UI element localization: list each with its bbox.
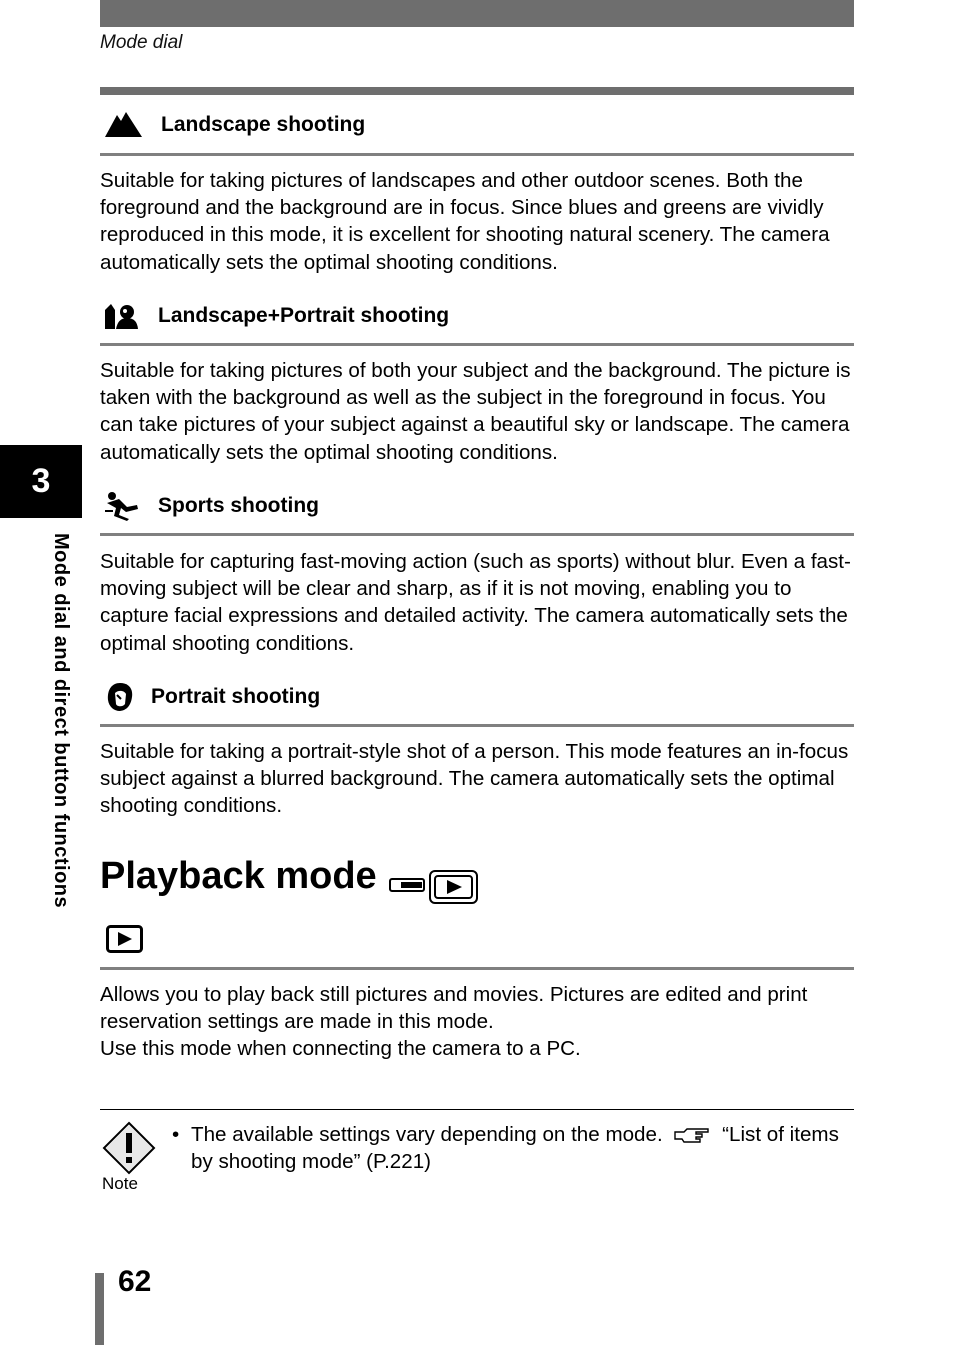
- section-body: Suitable for taking a portrait-style shot of a person. This mode features an in-focus subject against a blurred background. The camera automatically sets the optimal shooting conditions.: [100, 740, 849, 818]
- section-title: Landscape shooting: [161, 113, 366, 136]
- section-title: Sports shooting: [158, 494, 319, 517]
- landscape-mountain-icon: [105, 110, 143, 138]
- portrait-face-icon: [106, 682, 134, 712]
- page-number-bar: [95, 1273, 104, 1345]
- section-title: Landscape+Portrait shooting: [158, 304, 450, 327]
- note-divider: [100, 1109, 854, 1110]
- section-divider: [100, 533, 854, 536]
- section-body: Suitable for taking pictures of landscapes and other outdoor scenes. Both the foreground and the background are in focus. Since blues and greens are vividly reproduced in this mode, it is excellent for shooting natural scenery. The camera automatically sets the optimal shooting conditions.: [100, 169, 830, 274]
- page-number: 62: [118, 1265, 152, 1298]
- mode-dial-playback-icon: [389, 869, 479, 905]
- header-bar: [100, 0, 854, 27]
- section-divider: [100, 967, 854, 970]
- note-text: [172, 1121, 852, 1175]
- playback-icon: [106, 925, 143, 953]
- section-divider: [100, 343, 854, 346]
- section-divider: [100, 724, 854, 727]
- chapter-title-vertical: Mode dial and direct button functions: [50, 533, 72, 909]
- note-text-before: The available settings vary depending on the mode.: [191, 1123, 663, 1146]
- section-body: Suitable for taking pictures of both your subject and the background. The picture is taken with the background as well as the subject in the foreground in focus. You can take pictures of your subject against a beautiful sky or landscape. The camera automatically sets the optimal shooting conditions.: [100, 359, 851, 464]
- note-exclamation-icon: [102, 1121, 156, 1175]
- playback-mode-heading: Playback mode: [100, 855, 377, 897]
- pointing-hand-reference-icon: [674, 1125, 710, 1143]
- sports-runner-icon: [105, 491, 139, 521]
- section-divider: [100, 153, 854, 156]
- section-title: Portrait shooting: [151, 685, 321, 708]
- note-label: Note: [102, 1174, 138, 1193]
- chapter-number: 3: [31, 462, 51, 500]
- playback-body: Allows you to play back still pictures and movies. Pictures are edited and print reservation settings are made in this mode. Use this mode when connecting the camera to a PC.: [100, 983, 808, 1061]
- note-reference-link[interactable]: “List of items by shooting mode” (P.221): [191, 1123, 839, 1174]
- section-body: Suitable for capturing fast-moving action (such as sports) without blur. Even a fast-moving subject will be clear and sharp, as if it is not moving, enabling you to capture facial expressions and detailed activity. The camera automatically sets the optimal shooting conditions.: [100, 550, 851, 655]
- landscape-portrait-icon: [105, 302, 139, 330]
- running-head: Mode dial: [100, 32, 183, 53]
- section-top-bar: [100, 87, 854, 95]
- bullet: •: [172, 1123, 180, 1146]
